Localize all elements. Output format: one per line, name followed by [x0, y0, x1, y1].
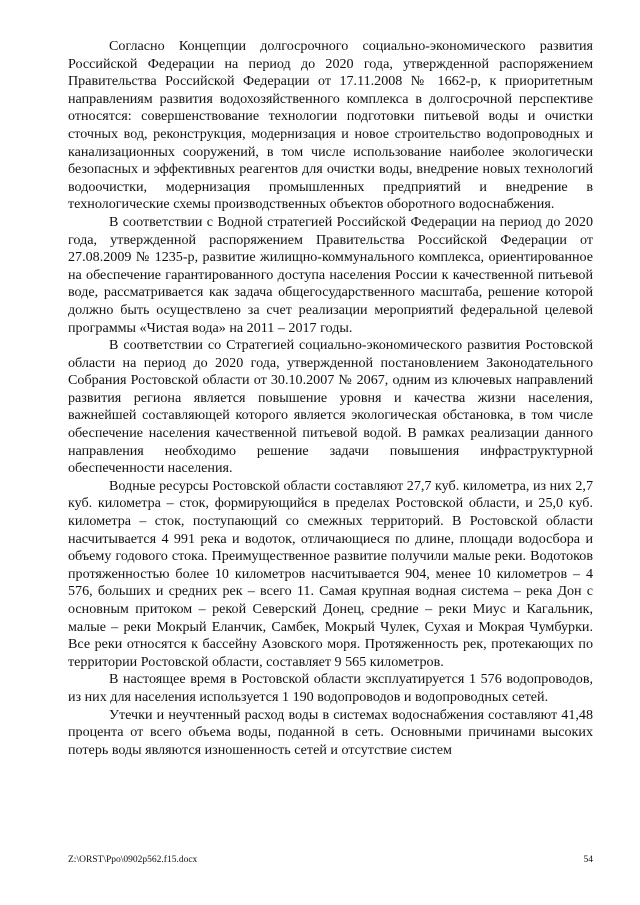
paragraph-concept: Согласно Концепции долгосрочного социально-экономического развития Российской Федерации на период до 2020 года, утвержденной распоряжением Правительства Российской Федерации от 17.11.2008 № 1662-р, к приоритетным направлениям развития водохозяйственного комплекса в долгосрочной перспективе относятся: совершенствование технологии подготовки питьевой воды и очистки сточных вод, реконструкция, модернизация и новое строительство водопроводных и канализационных сооружений, в том числе использование наиболее экологически безопасных и эффективных реагентов для очистки воды, внедрение новых технологий водоочистки, модернизация промышленных предприятий и внедрение в технологические схемы производственных объектов оборотного водоснабжения. — [68, 38, 593, 213]
paragraph-water-losses: Утечки и неучтенный расход воды в системах водоснабжения составляют 41,48 процента от всего объема воды, поданной в сеть. Основными причинами высоких потерь воды являются изношенность сетей и отсутствие систем — [68, 706, 593, 758]
page-number: 54 — [583, 855, 593, 865]
page-footer — [68, 854, 593, 866]
paragraph-water-pipelines: В настоящее время в Ростовской области эксплуатируется 1 576 водопроводов, из них для населения используется 1 190 водопроводов и водопроводных сетей. — [68, 671, 593, 705]
footer-file-path: Z:\ORST\Ppo\0902p562.f15.docx — [68, 855, 198, 865]
paragraph-regional-strategy: В соответствии со Стратегией социально-экономического развития Ростовской области на период до 2020 года, утвержденной постановлением Законодательного Собрания Ростовской области от 30.10.2007 № 2067, одним из ключевых направлений развития региона является повышение уровня и качества жизни населения, важнейшей составляющей которого является экологическая обстановка, в том числе обеспечение населения качественной питьевой водой. В рамках реализации данного направления необходимо решение задачи повышения инфраструктурной обеспеченности населения. — [68, 337, 593, 477]
paragraph-water-resources: Водные ресурсы Ростовской области составляют 27,7 куб. километра, из них 2,7 куб. километра – сток, формирующийся в пределах Ростовской области, и 25,0 куб. километра – сток, поступающий со смежных территорий. В Ростовской области насчитывается 4 991 река и водоток, отличающиеся по длине, площади водосбора и объему годового стока. Преимущественное развитие получили малые реки. Водотоков протяженностью более 10 километров насчитывается 904, менее 10 километров – 4 576, больших и средних рек – всего 11. Самая крупная водная система – река Дон с основным притоком – рекой Северский Донец, средние – реки Миус и Кагальник, малые – реки Мокрый Еланчик, Самбек, Мокрый Чулек, Сухая и Мокрая Чумбурки. Все реки относятся к бассейну Азовского моря. Протяженность рек, протекающих по территории Ростовской области, составляет 9 565 километров. — [68, 477, 593, 670]
paragraph-water-strategy: В соответствии с Водной стратегией Российской Федерации на период до 2020 года, утвержденной распоряжением Правительства Российской Федерации от 27.08.2009 № 1235-р, развитие жилищно-коммунального комплекса, ориентированное на обеспечение гарантированного доступа населения России к качественной питьевой воде, рассматривается как задача общегосударственного масштаба, решение которой должно быть осуществлено за счет реализации мероприятий федеральной целевой программы «Чистая вода» на 2011 – 2017 годы. — [68, 213, 593, 336]
document-body — [68, 38, 593, 759]
